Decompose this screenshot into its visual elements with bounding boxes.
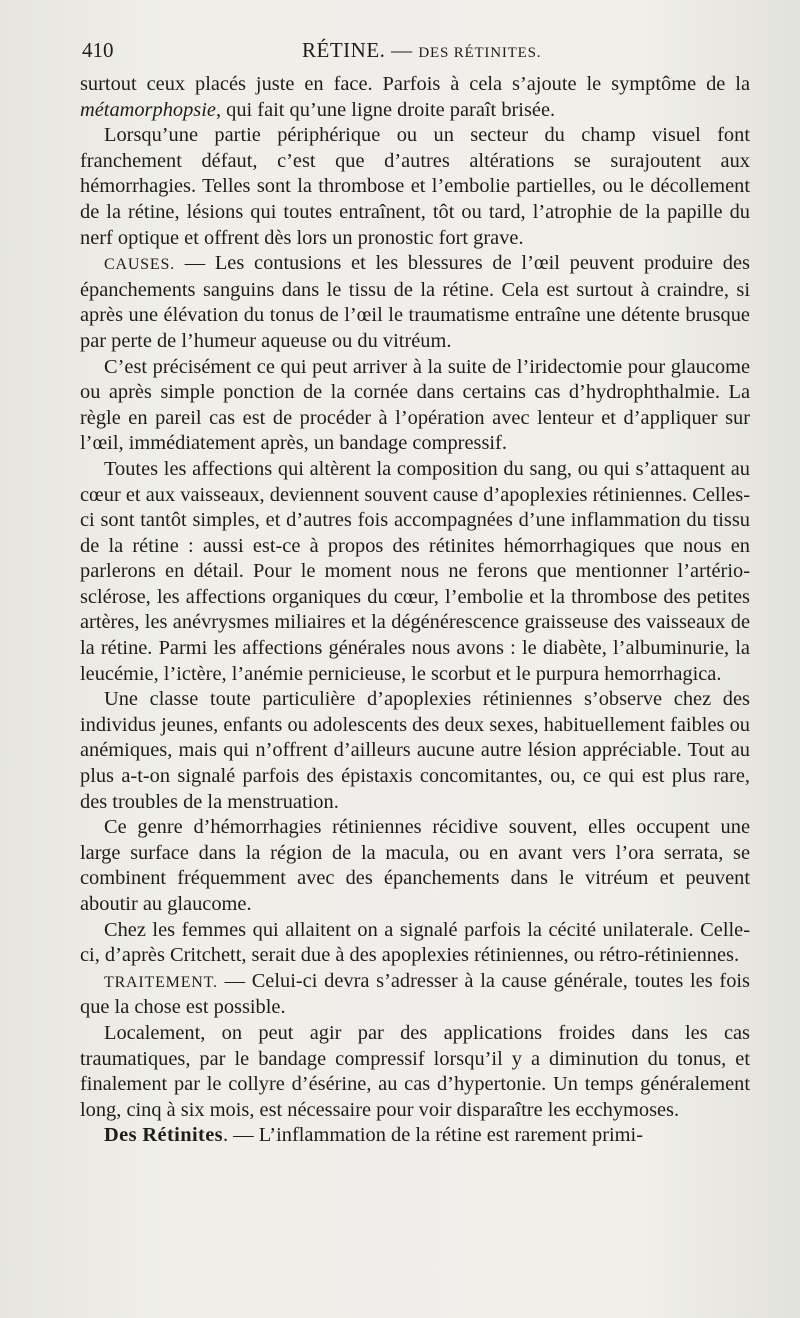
paragraph-blood-affections: Toutes les affections qui altèrent la composition du sang, ou qui s’attaquent au cœur et aux vaisseaux, deviennent souvent cause d’apoplexies rétiniennes. Celles-ci sont tantôt simples, et d’autres fois accompagnées d’une inflammation du tissu de la rétine : aussi est-ce à propos des rétinites hémorrhagiques que nous en parlerons en détail. Pour le moment nous ne ferons que mentionner l’artério-sclérose, les affections organiques du cœur, l’embolie et la thrombose des petites artères, les anévrysmes miliaires et la dégénérescence graisseuse des vaisseaux de la rétine. Parmi les affections générales nous avons : le diabète, l’albuminurie, la leucémie, l’ictère, l’anémie pernicieuse, le scorbut et le purpura hemorrhagica. (80, 457, 750, 685)
paragraph-peripheral-defects: Lorsqu’une partie périphérique ou un secteur du champ visuel font franchement défaut, c’est que d’autres altérations se surajoutent aux hémorrhagies. Telles sont la thrombose et l’embolie partielles, ou le décollement de la rétine, lésions qui toutes entraînent, tôt ou tard, l’atrophie de la papille du nerf optique et offrent dès lors un pronostic fort grave. (80, 124, 750, 249)
paragraph-text: surtout ceux placés juste en face. Parfois à cela s’ajoute le symptôme de la (80, 73, 750, 95)
paragraph-young-individuals: Une classe toute particulière d’apoplexies rétiniennes s’observe chez des individus jeunes, enfants ou adolescents des deux sexes, habituellement faibles ou anémiques, mais qui n’offrent d’ailleurs aucune autre lésion appréciable. Tout au plus a-t-on signalé parfois des épistaxis concomitantes, ou, ce qui est plus rare, des troubles de la menstruation. (80, 688, 750, 813)
paragraph-retinitis (80, 1123, 750, 1149)
paragraph-text: , qui fait qu’une ligne droite paraît brisée. (215, 98, 556, 121)
paragraph-text: — Les contusions et les blessures de l’œil peuvent produire des épanchements sanguins dans le tissu de la rétine. Cela est surtout à craindre, si après une élévation du tonus de l’œil le traumatisme entraîne une détente brusque par perte de l’humeur aqueuse ou du vitréum. (80, 252, 750, 352)
section-heading-retinitis: Des Rétinites (104, 1124, 224, 1147)
paragraph-continued (80, 72, 750, 123)
section-heading-treatment: TRAITEMENT. (104, 973, 218, 991)
paragraph-text: — Celui-ci devra s’adresser à la cause générale, toutes les fois que la chose est possible. (80, 969, 750, 1019)
paragraph-recurrence: Ce genre d’hémorrhagies rétiniennes récidive souvent, elles occupent une large surface dans la région de la macula, ou en avant vers l’ora serrata, se combinent fréquemment avec des épanchements dans le vitréum et peuvent aboutir au glaucome. (80, 816, 750, 915)
paragraph-iridectomy: C’est précisément ce qui peut arriver à la suite de l’iridectomie pour glaucome ou après simple ponction de la cornée dans certains cas d’hydrophthalmie. La règle en pareil cas est de procéder à l’opération avec lenteur et d’appliquer sur l’œil, immédiatement après, un bandage compressif. (80, 355, 750, 455)
page-body (80, 72, 750, 1149)
page-number: 410 (82, 38, 114, 62)
paragraph-text: . — L’inflammation de la rétine est rarement primi- (223, 1124, 643, 1147)
paragraph-treatment (80, 969, 750, 1021)
paragraph-nursing-women: Chez les femmes qui allaitent on a signalé parfois la cécité unilaterale. Celle-ci, d’après Critchett, serait due à des apoplexies rétiniennes, ou rétro-rétiniennes. (80, 918, 750, 967)
running-title-dash: — (385, 38, 419, 62)
section-heading-causes: CAUSES. (104, 256, 175, 274)
paragraph-local-treatment: Localement, on peut agir par des applications froides dans les cas traumatiques, par le bandage compressif lorsqu’il y a diminution du tonus, et finalement par le collyre d’ésérine, au cas d’hypertonie. Un temps généralement long, cinq à six mois, est nécessaire pour voir disparaître les ecchymoses. (80, 1021, 750, 1121)
paragraph-causes (80, 251, 750, 354)
running-title-main: RÉTINE. (302, 38, 386, 62)
running-title-sub: DES RÉTINITES. (418, 45, 542, 61)
italic-term: métamorphopsie (80, 98, 216, 121)
running-title (302, 38, 541, 63)
running-header (82, 38, 750, 62)
